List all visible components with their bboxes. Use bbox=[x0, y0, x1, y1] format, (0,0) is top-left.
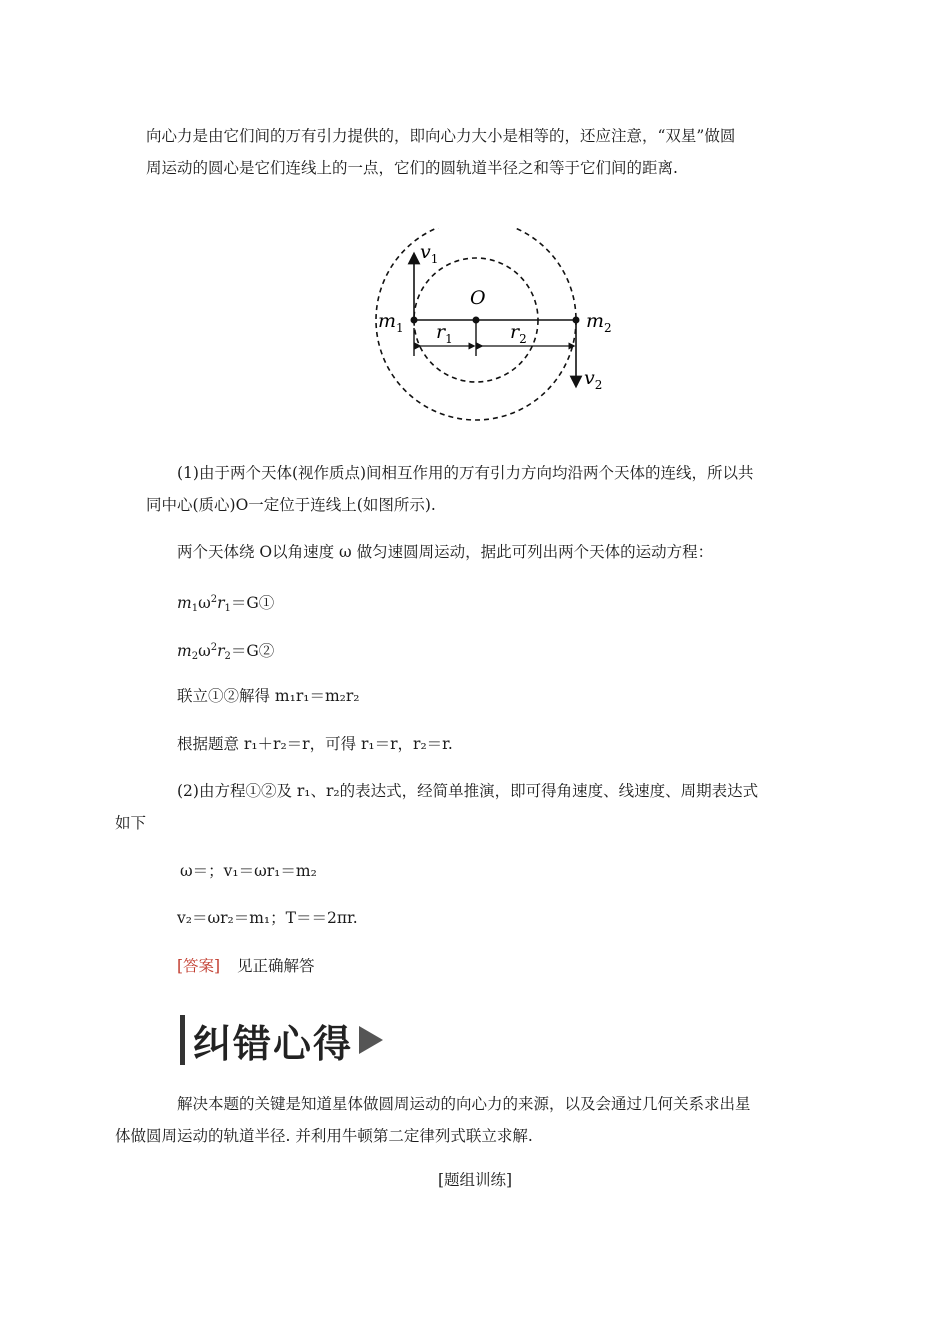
part2-paragraph bbox=[115, 775, 806, 839]
r2-label: $r_2$ bbox=[510, 321, 527, 346]
part1-line-2: 同中心(质心)O一定位于连线上(如图所示). bbox=[146, 496, 436, 514]
section-heading bbox=[180, 1012, 383, 1068]
equation-2: $m_2\omega^2r_2=G②$ bbox=[177, 642, 275, 662]
intro-line-1: 向心力是由它们间的万有引力提供的，即向心力大小是相等的，还应注意，“双星”做圆 bbox=[146, 127, 736, 145]
center-label: O bbox=[470, 287, 486, 309]
part2-line-2: 如下 bbox=[115, 814, 147, 832]
reflection-paragraph bbox=[115, 1088, 806, 1152]
problem-condition: 根据题意 r₁＋r₂＝r，可得 r₁＝r，r₂＝r. bbox=[177, 735, 453, 753]
answer-text: 见正确解答 bbox=[237, 957, 315, 975]
v1-label: $v_1$ bbox=[420, 241, 439, 266]
part2-line-1: (2)由方程①②及 r₁、r₂的表达式，经简单推演，即可得角速度、线速度、周期表达式 bbox=[177, 782, 759, 800]
play-triangle-icon bbox=[359, 1026, 383, 1054]
m1-point bbox=[411, 317, 418, 324]
exercise-group-label: [题组训练] bbox=[437, 1171, 513, 1189]
result-line-2: v₂＝ωr₂＝m₁；T＝＝2πr. bbox=[177, 909, 358, 927]
heading-bar bbox=[180, 1015, 185, 1065]
binary-star-diagram bbox=[360, 228, 620, 438]
m1-label: $m_1$ bbox=[378, 310, 404, 335]
v2-label: $v_2$ bbox=[584, 367, 603, 392]
reflection-line-2: 体做圆周运动的轨道半径. 并利用牛顿第二定律列式联立求解. bbox=[115, 1127, 533, 1145]
intro-paragraph bbox=[146, 120, 806, 184]
r1-label: $r_1$ bbox=[436, 321, 453, 346]
combined-result: 联立①②解得 m₁r₁＝m₂r₂ bbox=[177, 687, 360, 705]
intro-line-2: 周运动的圆心是它们连线上的一点，它们的圆轨道半径之和等于它们间的距离. bbox=[146, 159, 678, 177]
answer-label: [答案] bbox=[177, 957, 221, 975]
m2-point bbox=[573, 317, 580, 324]
m2-label: $m_2$ bbox=[586, 310, 612, 335]
equations-intro: 两个天体绕 O以角速度 ω 做匀速圆周运动，据此可列出两个天体的运动方程： bbox=[177, 543, 714, 561]
part1-paragraph bbox=[146, 457, 806, 521]
part1-line-1: (1)由于两个天体(视作质点)间相互作用的万有引力方向均沿两个天体的连线，所以共 bbox=[177, 464, 754, 482]
reflection-line-1: 解决本题的关键是知道星体做圆周运动的向心力的来源，以及会通过几何关系求出星 bbox=[177, 1095, 751, 1113]
answer-line bbox=[177, 954, 315, 978]
equation-1: $m_1\omega^2r_1=G①$ bbox=[177, 594, 275, 614]
result-line-1: ω＝；v₁＝ωr₁＝m₂ bbox=[180, 862, 317, 880]
section-title: 纠错心得 bbox=[193, 1021, 354, 1066]
